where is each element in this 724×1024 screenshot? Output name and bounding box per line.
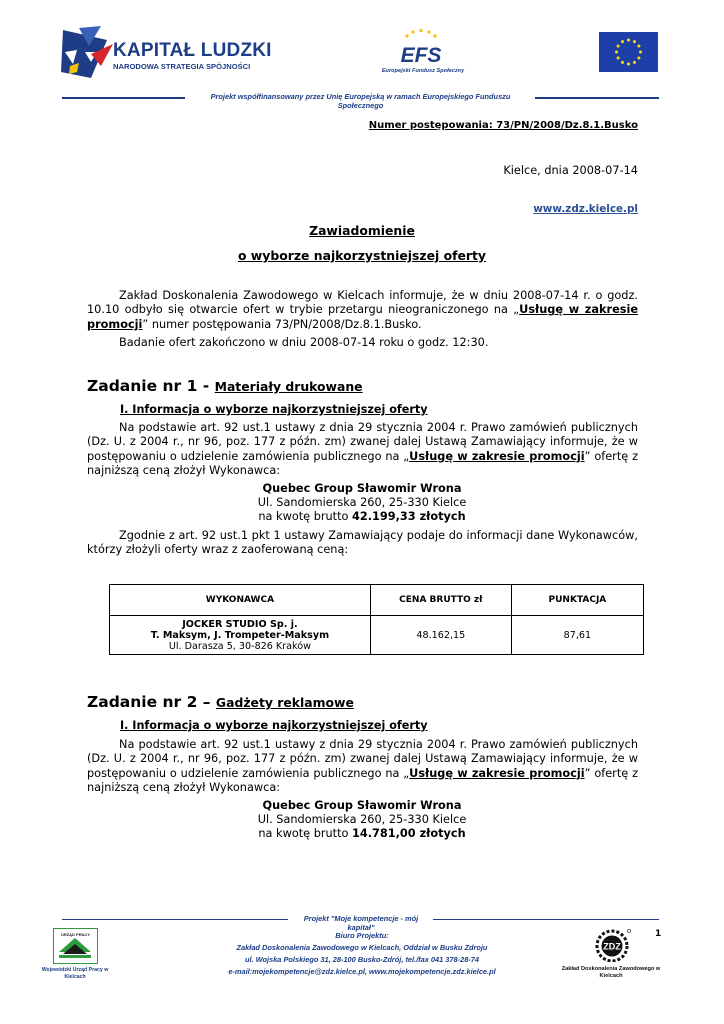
footer-office-label: Biuro Projektu: xyxy=(335,931,389,940)
contractor-address: Ul. Darasza 5, 30-826 Kraków xyxy=(168,640,311,652)
logo-title: KAPITAŁ LUDZKI xyxy=(113,40,272,61)
zdz-logo-text: ZDZ xyxy=(603,941,621,952)
website-link[interactable]: www.zdz.kielce.pl xyxy=(533,203,638,215)
footer-rule-right xyxy=(433,919,659,920)
place-date: Kielce, dnia 2008-07-14 xyxy=(503,164,638,177)
task2-paragraph: Na podstawie art. 92 ust.1 ustawy z dnia 29 stycznia 2004 r. Prawo zamówień publicznych (Dz. U. z 2004 r., nr 96, poz. 177 z późn. zm) zwanej dalej Ustawą Zamawiający informuje, że w postępowaniu o udzielenie zamówienia publicznego na „Usługę w zakresie promocji” ofertę z najniższą ceną złożył Wykonawca: xyxy=(87,738,638,795)
task2-winner-price: na kwotę brutto 14.781,00 złotych xyxy=(258,827,466,840)
task2-heading: Zadanie nr 2 – Gadżety reklamowe xyxy=(87,693,354,711)
table-row xyxy=(110,616,644,655)
footer-office-line1: Zakład Doskonalenia Zawodowego w Kielcach, Oddział w Busku Zdroju xyxy=(236,943,488,952)
task2-winner-name: Quebec Group Sławomir Wrona xyxy=(262,799,462,812)
task2-section-heading: I. Informacja o wyborze najkorzystniejszej oferty xyxy=(120,719,428,732)
contractor-cell xyxy=(110,616,371,655)
eu-flag-icon xyxy=(599,32,658,72)
task2-service-name: Usługę w zakresie promocji xyxy=(409,766,585,780)
task2-winner-address: Ul. Sandomierska 260, 25-330 Kielce xyxy=(257,813,467,826)
points-cell: 87,61 xyxy=(511,616,643,655)
cofinanced-caption: Projekt współfinansowany przez Unię Europejską w ramach Europejskiego Funduszu Społecznego xyxy=(210,92,511,110)
header-rule-left xyxy=(62,97,185,99)
closing-paragraph: Badanie ofert zakończono w dniu 2008-07-14 roku o godz. 12:30. xyxy=(119,336,489,349)
logo-subtitle: NARODOWA STRATEGIA SPÓJNOŚCI xyxy=(113,62,251,71)
page-number: 1 xyxy=(655,929,662,939)
efs-logo xyxy=(393,28,449,70)
contractor-owners: T. Maksym, J. Trompeter-Maksym xyxy=(150,629,330,641)
task1-service-name: Usługę w zakresie promocji xyxy=(409,449,585,463)
footer-project-name: Projekt "Moje kompetencje - mój kapitał" xyxy=(303,914,419,932)
footer-office-line3: e-mail:mojekompetencje@zdz.kielce.pl, www.mojekompetencje.zdz.kielce.pl xyxy=(228,967,496,976)
labour-office-logo xyxy=(53,928,98,964)
case-number: Numer postępowania: 73/PN/2008/Dz.8.1.Busko xyxy=(368,120,638,131)
task1-winner-name: Quebec Group Sławomir Wrona xyxy=(262,482,462,495)
column-header: PUNKTACJA xyxy=(511,585,643,616)
price-cell: 48.162,15 xyxy=(370,616,511,655)
column-header: CENA BRUTTO zł xyxy=(370,585,511,616)
contractor-name: JOCKER STUDIO Sp. j. xyxy=(182,618,298,630)
document-subtitle: o wyborze najkorzystniejszej oferty xyxy=(237,248,486,263)
labour-office-caption: Wojewódzki Urząd Pracy w Kielcach xyxy=(41,967,109,980)
document-title: Zawiadomienie xyxy=(309,223,415,238)
header-rule-right xyxy=(535,97,659,99)
zdz-logo xyxy=(592,928,632,962)
task1-paragraph: Na podstawie art. 92 ust.1 ustawy z dnia 29 stycznia 2004 r. Prawo zamówień publicznych (Dz. U. z 2004 r., nr 96, poz. 177 z późn. zm) zwanej dalej Ustawą Zamawiający informuje, że w postępowaniu o udzielenie zamówienia publicznego na „Usługę w zakresie promocji” ofertę z najniższą ceną złożył Wykonawca: xyxy=(87,421,638,478)
column-header: WYKONAWCA xyxy=(110,585,371,616)
table-header-row xyxy=(110,585,644,616)
task1-heading: Zadanie nr 1 - Materiały drukowane xyxy=(87,377,363,395)
efs-mark: EFS xyxy=(400,44,442,67)
footer-office-info xyxy=(200,930,524,978)
task1-section-heading: I. Informacja o wyborze najkorzystniejszej oferty xyxy=(120,403,428,416)
labour-office-logo-text: URZĄD PRACY xyxy=(60,932,91,937)
task1-winner-price: na kwotę brutto 42.199,33 złotych xyxy=(258,510,466,523)
offers-table xyxy=(109,584,644,655)
footer-rule-left xyxy=(62,919,288,920)
intro-service-name: Usługę w zakresie promocji xyxy=(87,303,638,331)
task1-winner-address: Ul. Sandomierska 260, 25-330 Kielce xyxy=(257,496,467,509)
zdz-caption: Zakład Doskonalenia Zawodowego w Kielcach xyxy=(561,966,661,979)
intro-paragraph: Zakład Doskonalenia Zawodowego w Kielcach informuje, że w dniu 2008-07-14 r. o godz. 10.10 odbyło się otwarcie ofert w trybie przetargu nieograniczonego na „Usługę w zakresie promocji” numer postępowania 73/PN/2008/Dz.8.1.Busko. xyxy=(87,289,638,331)
footer-office-line2: ul. Wojska Polskiego 31, 28-100 Busko-Zdrój, tel./fax 041 378-28-74 xyxy=(245,955,479,964)
efs-stars-icon xyxy=(405,29,436,38)
kapital-ludzki-logo xyxy=(57,22,117,82)
task1-offers-intro: Zgodnie z art. 92 ust.1 pkt 1 ustawy Zamawiający podaje do informacji dane Wykonawców, którzy złożyli oferty wraz z zaoferowaną ceną: xyxy=(87,529,638,557)
efs-subtitle: Europejski Fundusz Społeczny xyxy=(381,68,465,74)
